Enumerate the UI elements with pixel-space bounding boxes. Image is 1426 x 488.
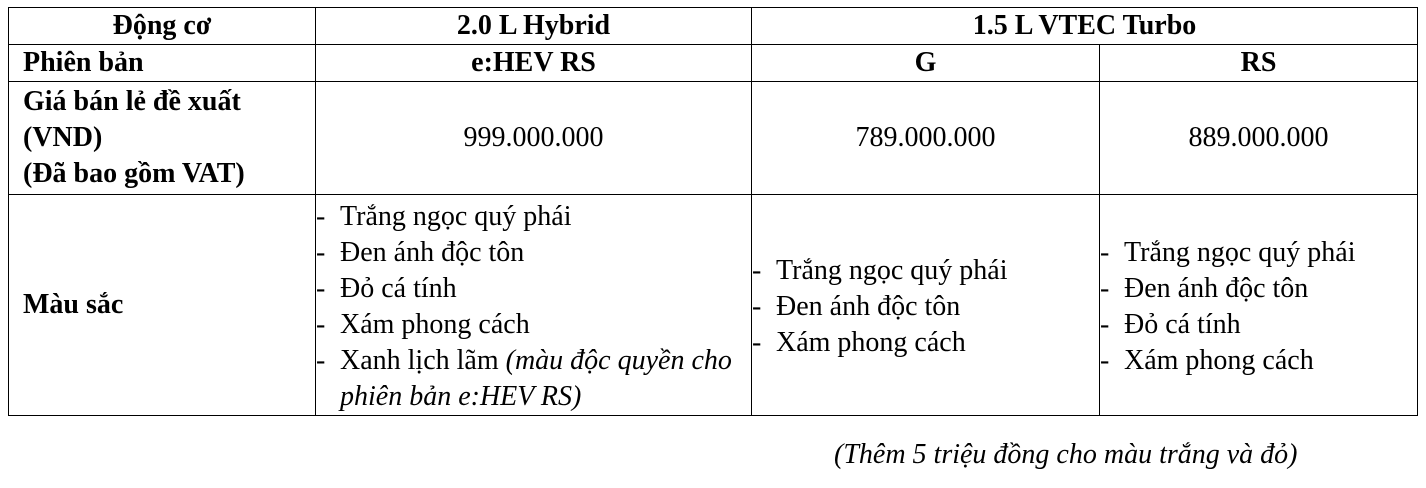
dash-marker: - xyxy=(316,309,326,340)
color-item xyxy=(1100,271,1411,307)
price-label-line-1: Giá bán lẻ đề xuất xyxy=(23,86,241,117)
color-text: Xám phong cách xyxy=(1124,345,1314,376)
color-item xyxy=(1100,343,1411,379)
engine-row xyxy=(9,8,1418,45)
colors-ehev-rs-list xyxy=(316,195,751,415)
version-row xyxy=(9,45,1418,82)
color-text: Đỏ cá tính xyxy=(1124,309,1241,340)
price-table xyxy=(8,7,1418,416)
color-text: Xám phong cách xyxy=(340,309,530,340)
color-item xyxy=(316,199,745,235)
version-ehev-rs: e:HEV RS xyxy=(316,45,752,82)
dash-marker: - xyxy=(316,345,326,376)
dash-marker: - xyxy=(316,273,326,304)
dash-marker: - xyxy=(752,327,762,358)
color-item xyxy=(316,235,745,271)
colors-g-cell xyxy=(752,195,1100,416)
dash-marker: - xyxy=(316,201,326,232)
version-rs: RS xyxy=(1100,45,1418,82)
colors-g-list xyxy=(752,249,1099,361)
colors-rs-list xyxy=(1100,231,1417,379)
color-text: Đỏ cá tính xyxy=(340,273,457,304)
color-item xyxy=(316,343,745,415)
color-row xyxy=(9,195,1418,416)
colors-rs-cell xyxy=(1100,195,1418,416)
color-text: Đen ánh độc tôn xyxy=(1124,273,1309,304)
dash-marker: - xyxy=(1100,237,1110,268)
color-text: Xanh lịch lãm xyxy=(340,345,499,376)
color-item xyxy=(1100,307,1411,343)
color-text: Trắng ngọc quý phái xyxy=(340,201,572,232)
price-g: 789.000.000 xyxy=(752,82,1100,195)
color-text: Trắng ngọc quý phái xyxy=(1124,237,1356,268)
dash-marker: - xyxy=(1100,273,1110,304)
color-text: Xám phong cách xyxy=(776,327,966,358)
color-label: Màu sắc xyxy=(9,195,316,416)
engine-turbo-header: 1.5 L VTEC Turbo xyxy=(752,8,1418,45)
exclusive-color-note: (màu độc quyền cho phiên bản e:HEV RS) xyxy=(340,345,732,412)
engine-label: Động cơ xyxy=(9,8,316,45)
price-label-line-2: (VND) xyxy=(23,122,103,153)
version-g: G xyxy=(752,45,1100,82)
color-text: Trắng ngọc quý phái xyxy=(776,255,1008,286)
version-label: Phiên bản xyxy=(9,45,316,82)
engine-hybrid-header: 2.0 L Hybrid xyxy=(316,8,752,45)
price-rs: 889.000.000 xyxy=(1100,82,1418,195)
color-item xyxy=(316,307,745,343)
dash-marker: - xyxy=(752,255,762,286)
color-item xyxy=(752,253,1093,289)
price-label-line-3: (Đã bao gồm VAT) xyxy=(23,158,245,189)
dash-marker: - xyxy=(316,237,326,268)
price-row xyxy=(9,82,1418,195)
dash-marker: - xyxy=(1100,345,1110,376)
color-item xyxy=(752,289,1093,325)
price-label xyxy=(9,82,316,195)
footnote: (Thêm 5 triệu đồng cho màu trắng và đỏ) xyxy=(834,439,1298,470)
colors-ehev-rs-cell xyxy=(316,195,752,416)
color-text: Đen ánh độc tôn xyxy=(776,291,961,322)
color-item xyxy=(752,325,1093,361)
color-item xyxy=(316,271,745,307)
price-ehev-rs: 999.000.000 xyxy=(316,82,752,195)
dash-marker: - xyxy=(1100,309,1110,340)
dash-marker: - xyxy=(752,291,762,322)
color-text: Đen ánh độc tôn xyxy=(340,237,525,268)
color-item xyxy=(1100,235,1411,271)
